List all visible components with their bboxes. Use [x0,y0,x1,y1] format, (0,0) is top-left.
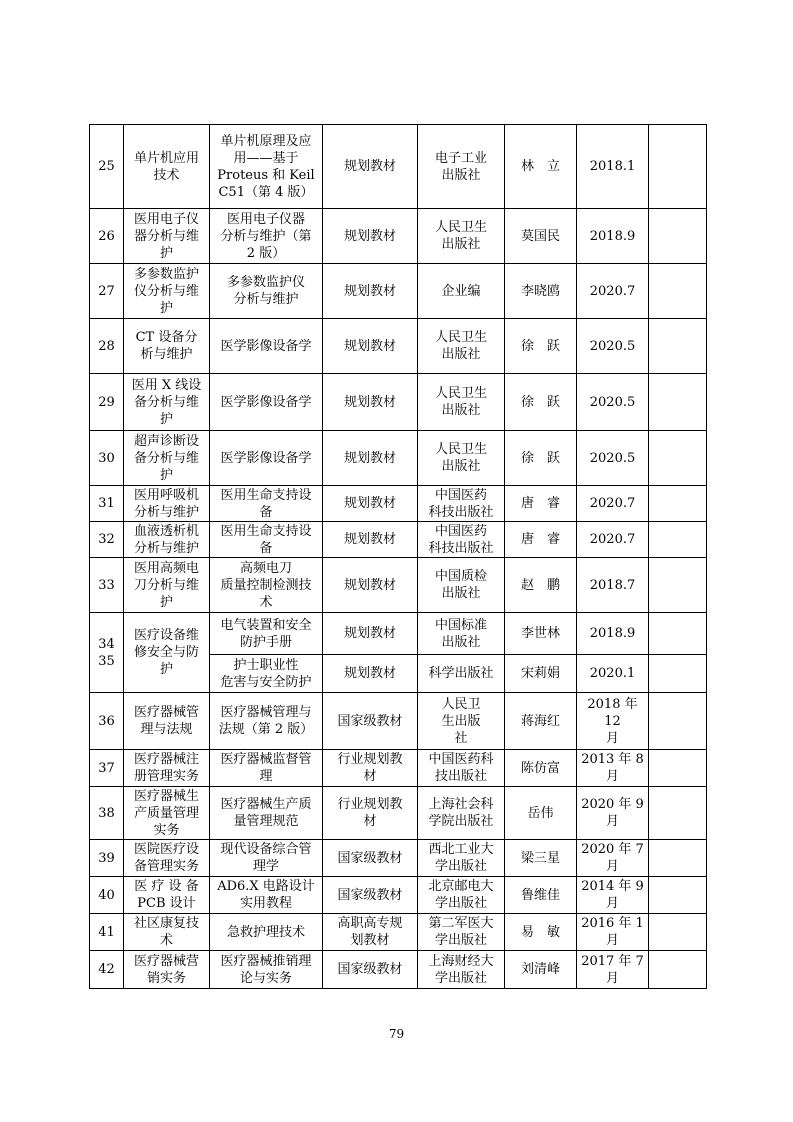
table-row [90,209,707,264]
cell-no: 26 [90,209,124,264]
cell-book: 医用生命支持设 备 [210,486,323,522]
cell-note [649,209,707,264]
cell-course: 医疗器械管 理与法规 [124,693,210,750]
cell-author: 宋莉娟 [505,655,577,693]
cell-course: 医疗器械注 册管理实务 [124,750,210,787]
cell-note [649,951,707,989]
table-row [90,613,707,655]
cell-course: 社区康复技 术 [124,914,210,951]
cell-book: 医疗器械生产质 量管理规范 [210,787,323,840]
cell-type: 规划教材 [323,655,418,693]
cell-date: 2018.1 [577,125,649,209]
cell-note [649,787,707,840]
cell-publisher: 企业编 [418,264,505,319]
cell-author: 鲁维佳 [505,877,577,914]
cell-date: 2020.5 [577,319,649,374]
cell-book: 护士职业性 危害与安全防护 [210,655,323,693]
cell-course: 医院医疗设 备管理实务 [124,840,210,877]
cell-publisher: 电子工业 出版社 [418,125,505,209]
cell-type: 高职高专规 划教材 [323,914,418,951]
cell-no: 29 [90,374,124,431]
cell-author: 徐 跃 [505,431,577,486]
cell-book: 多参数监护仪 分析与维护 [210,264,323,319]
cell-no: 38 [90,787,124,840]
cell-type: 规划教材 [323,319,418,374]
cell-book: AD6.X 电路设计 实用教程 [210,877,323,914]
cell-author: 徐 跃 [505,319,577,374]
cell-publisher: 中国标准 出版社 [418,613,505,655]
table-row [90,787,707,840]
cell-course: 医疗设备维 修安全与防 护 [124,613,210,693]
cell-no: 36 [90,693,124,750]
cell-publisher: 第二军医大 学出版社 [418,914,505,951]
table-row [90,431,707,486]
cell-course: CT 设备分 析与维护 [124,319,210,374]
cell-author: 刘清峰 [505,951,577,989]
cell-no: 30 [90,431,124,486]
cell-note [649,840,707,877]
cell-publisher: 人民卫生 出版社 [418,319,505,374]
cell-note [649,125,707,209]
table-row [90,877,707,914]
cell-book: 医用电子仪器 分析与维护（第 2 版） [210,209,323,264]
cell-no: 27 [90,264,124,319]
cell-course: 单片机应用 技术 [124,125,210,209]
cell-date: 2020.5 [577,431,649,486]
cell-publisher: 中国医药 科技出版社 [418,486,505,522]
cell-date: 2018 年 12 月 [577,693,649,750]
cell-type: 国家级教材 [323,877,418,914]
cell-author: 赵 鹏 [505,558,577,613]
cell-book: 医疗器械管理与 法规（第 2 版） [210,693,323,750]
cell-publisher: 人民卫生 出版社 [418,431,505,486]
cell-note [649,522,707,558]
cell-book: 电气装置和安全 防护手册 [210,613,323,655]
cell-book: 医疗器械推销理 论与实务 [210,951,323,989]
cell-author: 唐 睿 [505,486,577,522]
cell-book: 现代设备综合管 理学 [210,840,323,877]
cell-no: 25 [90,125,124,209]
cell-course: 血液透析机 分析与维护 [124,522,210,558]
cell-no: 33 [90,558,124,613]
cell-type: 行业规划教 材 [323,787,418,840]
cell-type: 国家级教材 [323,840,418,877]
cell-no: 41 [90,914,124,951]
cell-publisher: 人民卫 生出版 社 [418,693,505,750]
cell-no: 28 [90,319,124,374]
cell-date: 2020 年 9 月 [577,787,649,840]
cell-type: 规划教材 [323,522,418,558]
cell-note [649,486,707,522]
table-row [90,319,707,374]
cell-book: 医疗器械监督管 理 [210,750,323,787]
table-row [90,558,707,613]
cell-date: 2014 年 9 月 [577,877,649,914]
cell-course: 医疗器械生 产质量管理 实务 [124,787,210,840]
cell-book: 医学影像设备学 [210,319,323,374]
cell-note [649,655,707,693]
cell-author: 李晓鸥 [505,264,577,319]
cell-book: 医用生命支持设 备 [210,522,323,558]
cell-date: 2018.9 [577,613,649,655]
table-row [90,914,707,951]
cell-author: 易 敏 [505,914,577,951]
cell-note [649,877,707,914]
cell-author: 梁三星 [505,840,577,877]
cell-course: 多参数监护 仪分析与维 护 [124,264,210,319]
cell-no: 39 [90,840,124,877]
cell-date: 2013 年 8 月 [577,750,649,787]
cell-type: 行业规划教 材 [323,750,418,787]
cell-publisher: 中国医药科 技出版社 [418,750,505,787]
table-row [90,693,707,750]
cell-date: 2020.7 [577,486,649,522]
cell-author: 李世林 [505,613,577,655]
cell-author: 唐 睿 [505,522,577,558]
cell-type: 规划教材 [323,374,418,431]
cell-publisher: 上海社会科 学院出版社 [418,787,505,840]
cell-no: 31 [90,486,124,522]
cell-note [649,613,707,655]
table-row [90,125,707,209]
cell-no: 37 [90,750,124,787]
table-row [90,840,707,877]
cell-course: 医用呼吸机 分析与维护 [124,486,210,522]
table-row [90,951,707,989]
table-row [90,264,707,319]
cell-course: 医用电子仪 器分析与维 护 [124,209,210,264]
cell-date: 2020 年 7 月 [577,840,649,877]
cell-note [649,431,707,486]
table-row [90,374,707,431]
cell-type: 规划教材 [323,264,418,319]
table-row [90,486,707,522]
cell-publisher: 北京邮电大 学出版社 [418,877,505,914]
cell-course: 医用 X 线设 备分析与维 护 [124,374,210,431]
cell-type: 规划教材 [323,558,418,613]
cell-date: 2020.1 [577,655,649,693]
cell-type: 国家级教材 [323,951,418,989]
cell-publisher: 科学出版社 [418,655,505,693]
page-number: 79 [388,1027,405,1041]
cell-note [649,558,707,613]
cell-book: 高频电刀 质量控制检测技 术 [210,558,323,613]
cell-course: 超声诊断设 备分析与维 护 [124,431,210,486]
cell-no: 40 [90,877,124,914]
cell-note [649,914,707,951]
cell-book: 医学影像设备学 [210,374,323,431]
cell-book: 医学影像设备学 [210,431,323,486]
textbook-table [89,124,707,989]
cell-type: 规划教材 [323,486,418,522]
cell-note [649,319,707,374]
cell-note [649,693,707,750]
table-row [90,522,707,558]
cell-publisher: 中国质检 出版社 [418,558,505,613]
cell-course: 医疗器械营 销实务 [124,951,210,989]
cell-course: 医 疗 设 备 PCB 设计 [124,877,210,914]
cell-no: 32 [90,522,124,558]
cell-type: 规划教材 [323,209,418,264]
cell-author: 莫国民 [505,209,577,264]
cell-no: 42 [90,951,124,989]
cell-publisher: 人民卫生 出版社 [418,209,505,264]
cell-type: 规划教材 [323,431,418,486]
cell-publisher: 西北工业大 学出版社 [418,840,505,877]
cell-author: 陈仿富 [505,750,577,787]
cell-note [649,750,707,787]
cell-date: 2020.7 [577,522,649,558]
cell-author: 岳伟 [505,787,577,840]
cell-type: 国家级教材 [323,693,418,750]
cell-book: 急救护理技术 [210,914,323,951]
cell-type: 规划教材 [323,125,418,209]
cell-publisher: 上海财经大 学出版社 [418,951,505,989]
cell-publisher: 人民卫生 出版社 [418,374,505,431]
cell-note [649,374,707,431]
cell-date: 2017 年 7 月 [577,951,649,989]
table-row [90,750,707,787]
cell-author: 徐 跃 [505,374,577,431]
cell-date: 2018.7 [577,558,649,613]
cell-date: 2018.9 [577,209,649,264]
cell-book: 单片机原理及应 用——基于 Proteus 和 Keil C51（第 4 版） [210,125,323,209]
cell-date: 2016 年 1 月 [577,914,649,951]
cell-date: 2020.5 [577,374,649,431]
cell-publisher: 中国医药 科技出版社 [418,522,505,558]
cell-type: 规划教材 [323,613,418,655]
cell-note [649,264,707,319]
cell-no: 34 35 [90,613,124,693]
cell-course: 医用高频电 刀分析与维 护 [124,558,210,613]
cell-date: 2020.7 [577,264,649,319]
cell-author: 林 立 [505,125,577,209]
cell-author: 蒋海红 [505,693,577,750]
